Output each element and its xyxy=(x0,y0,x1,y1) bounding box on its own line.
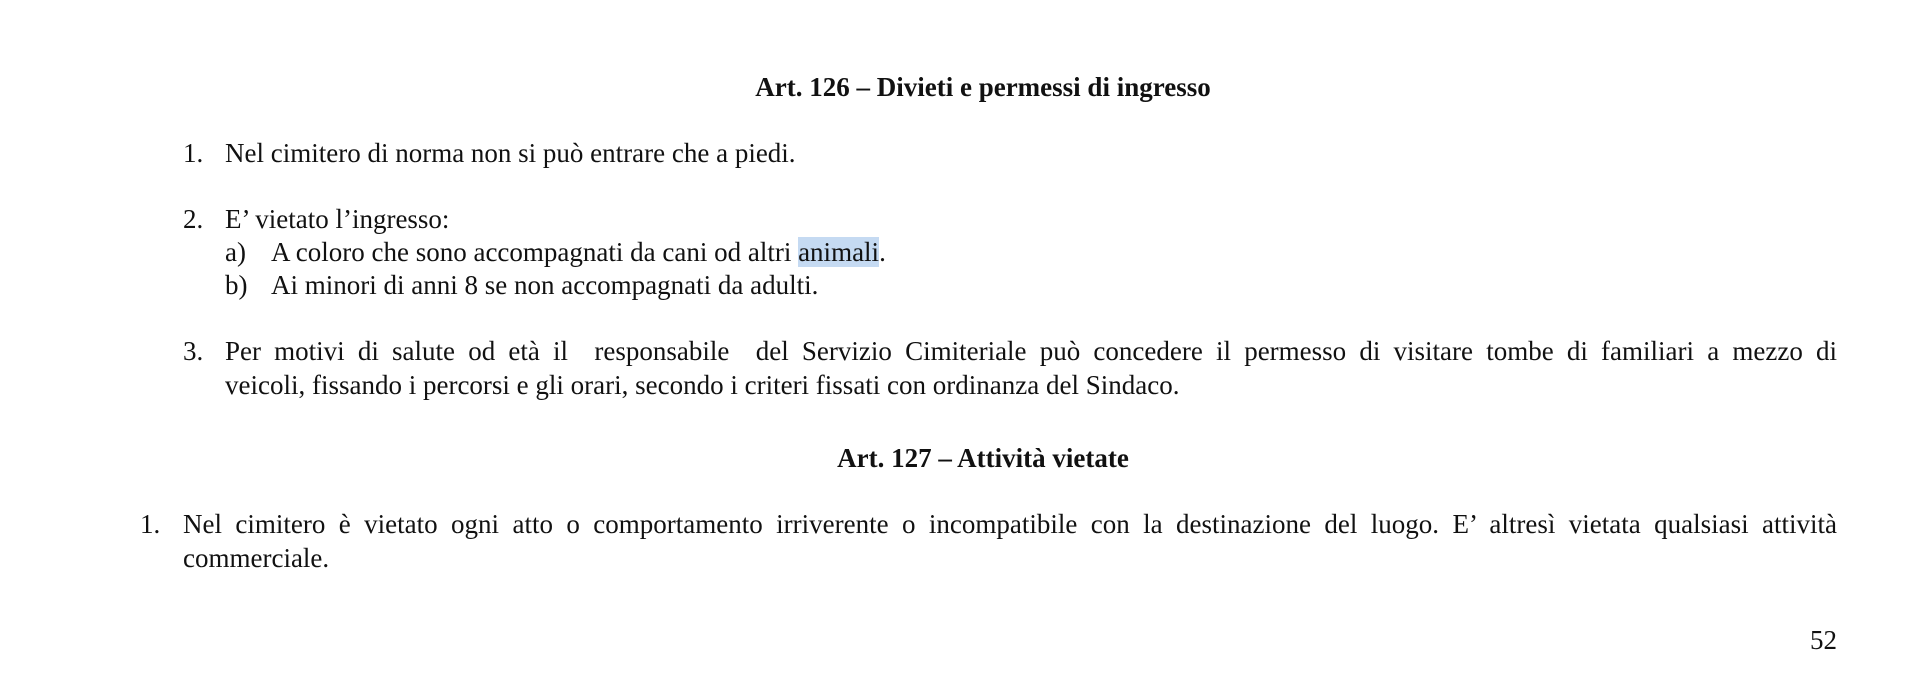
sub-item-text-end: . xyxy=(879,237,886,267)
item-text: Nel cimitero di norma non si può entrare che a piedi. xyxy=(225,138,796,168)
item-number: 1. xyxy=(183,138,204,168)
sub-item-text: Ai minori di anni 8 se non accompagnati da adulti. xyxy=(271,270,819,300)
article-127-title: Art. 127 – Attività vietate xyxy=(837,443,1129,473)
page-number: 52 xyxy=(1810,625,1837,655)
article-126-title: Art. 126 – Divieti e permessi di ingresso xyxy=(755,72,1211,102)
item-text: E’ vietato l’ingresso: xyxy=(225,204,450,234)
item-text-line: veicoli, fissando i percorsi e gli orari, secondo i criteri fissati con ordinanza del Sindaco. xyxy=(225,370,1180,400)
item-text-line: commerciale. xyxy=(183,543,330,573)
list-item xyxy=(225,334,1837,402)
item-number: 3. xyxy=(183,336,204,366)
list-item xyxy=(183,507,1837,575)
item-number: 2. xyxy=(183,204,204,234)
sub-item-text xyxy=(271,235,886,269)
sub-item-letter: a) xyxy=(225,237,246,267)
sub-item-letter: b) xyxy=(225,270,248,300)
item-text-line: Nel cimitero è vietato ogni atto o comportamento irriverente o incompatibile con la destinazione del luogo. E’ altresì vietata qualsiasi attività xyxy=(183,509,1837,539)
item-number: 1. xyxy=(140,509,161,539)
highlighted-text[interactable]: animali xyxy=(798,237,880,267)
sub-item-text-start: A coloro che sono accompagnati da cani od altri xyxy=(271,237,799,267)
item-text-line: Per motivi di salute od età il responsabile del Servizio Cimiteriale può concedere il permesso di visitare tombe di familiari a mezzo di xyxy=(225,336,1837,366)
